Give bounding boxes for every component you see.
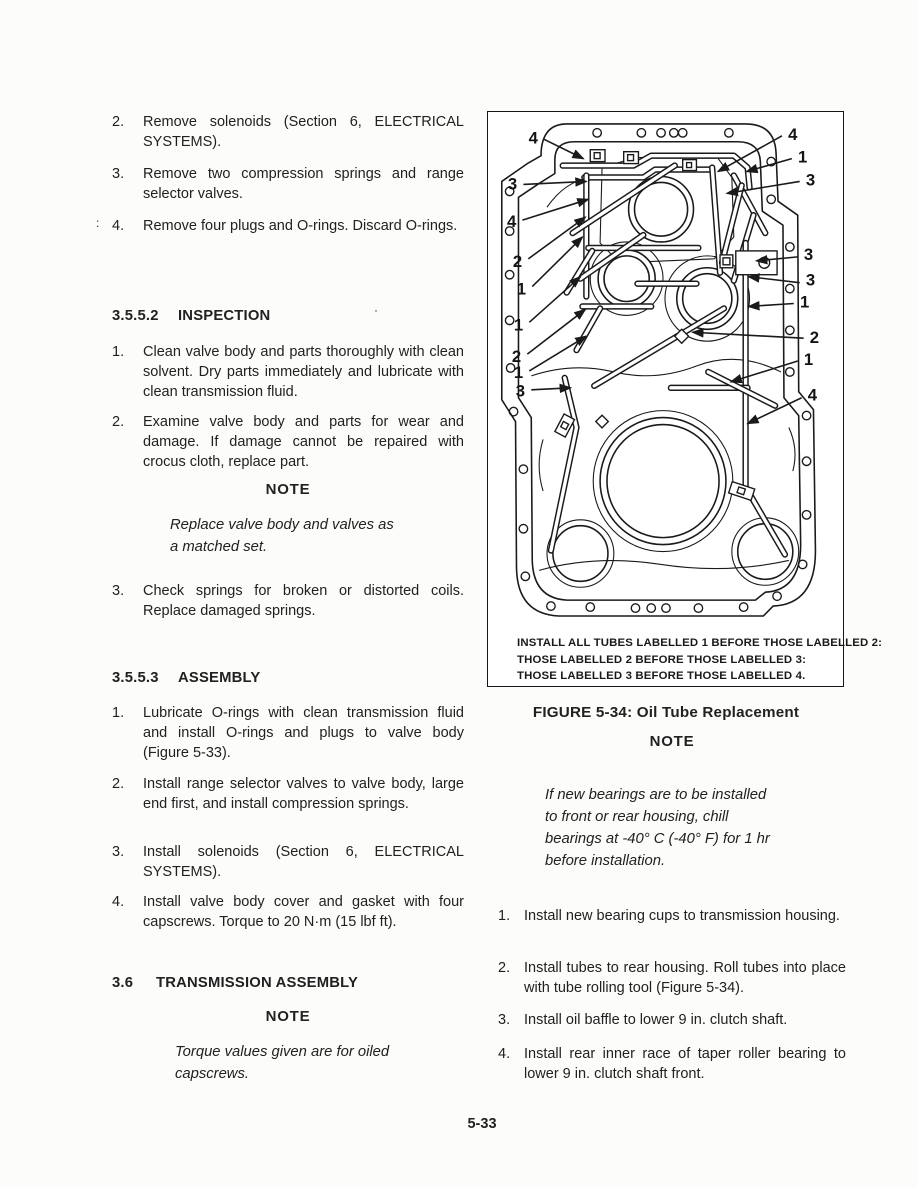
step-item [112,164,464,204]
note-line: capscrews. [175,1066,250,1082]
step-text: Install tubes to rear housing. Roll tubes into place with tube rolling tool (Figure 5-34). [524,960,846,996]
note-line: bearings at -40° C (-40° F) for 1 hr [545,831,770,847]
step-number: 1. [112,705,125,721]
note-text [175,1041,430,1085]
note-line: before installation. [545,853,666,869]
note-text [545,784,805,872]
step-number: 2. [112,414,125,430]
step-text: Install new bearing cups to transmission housing. [524,908,840,924]
step-item [498,906,846,926]
step-item [112,581,464,621]
callout-number: 3 [803,244,814,264]
note-label: NOTE [265,481,311,498]
step-item [112,216,464,236]
step-item [498,1044,846,1084]
step-number: 3. [112,583,125,599]
section-heading-assembly [112,670,260,686]
step-text: Install rear inner race of taper roller bearing to lower 9 in. clutch shaft front. [524,1046,846,1082]
scan-speck: : [96,216,100,230]
note-label: NOTE [265,1008,311,1025]
note-line: to front or rear housing, chill [545,809,729,825]
callout-number: 1 [513,362,524,382]
figure-instructions-line: INSTALL ALL TUBES LABELLED 1 BEFORE THOSE LABELLED 2: [517,637,883,649]
step-number: 2. [498,960,511,976]
callout-number: 3 [515,381,526,401]
figure-caption: FIGURE 5-34: Oil Tube Replacement [532,704,800,721]
figure-instructions-line: THOSE LABELLED 3 BEFORE THOSE LABELLED 4. [517,670,806,683]
step-number: 2. [112,114,125,130]
callout-number: 1 [516,279,527,299]
note-line: Replace valve body and valves as [170,517,394,533]
callout-number: 2 [512,251,523,271]
callout-number: 1 [803,349,814,370]
step-text: Remove solenoids (Section 6, ELECTRICAL SYSTEMS). [143,114,464,150]
figure-instructions-line: THOSE LABELLED 2 BEFORE THOSE LABELLED 3: [517,653,807,666]
step-item [498,958,846,998]
section-number: 3.5.5.2 [112,308,159,324]
figure-box [487,111,883,687]
section-number: 3.6 [112,975,134,991]
step-text: Examine valve body and parts for wear and damage. If damage cannot be repaired with crocus cloth, replace part. [143,414,464,470]
step-text: Lubricate O-rings with clean transmission fluid and install O-rings and plugs to valve body (Figure 5-33). [143,705,464,761]
section-number: 3.5.5.3 [112,670,159,686]
callout-number: 2 [511,346,522,367]
callout-number: 4 [506,212,517,232]
note-line: Torque values given are for oiled [175,1044,390,1060]
step-text: Remove two compression springs and range selector valves. [143,166,464,202]
callout-number: 2 [809,328,820,348]
step-number: 3. [498,1012,511,1028]
step-number: 4. [112,894,125,910]
step-text: Install solenoids (Section 6, ELECTRICAL SYSTEMS). [143,844,464,880]
step-item [112,703,464,763]
callout-number: 1 [513,315,524,335]
step-item [498,1010,846,1030]
section-title: INSPECTION [178,308,271,324]
step-number: 1. [112,344,125,360]
step-text: Install range selector valves to valve body, large end first, and install compression springs. [143,776,464,812]
section-title: TRANSMISSION ASSEMBLY [156,975,359,991]
section-title: ASSEMBLY [178,670,261,686]
note-line: If new bearings are to be installed [545,787,767,803]
step-number: 2. [112,776,125,792]
note-text [170,514,425,558]
step-item [112,892,464,932]
section-heading-inspection [112,308,270,324]
callout-number: 1 [797,147,808,167]
callout-number: 4 [528,128,538,148]
step-text: Install oil baffle to lower 9 in. clutch shaft. [524,1012,788,1028]
step-number: 1. [498,908,511,924]
step-item [112,842,464,882]
page-number: 5-33 [467,1116,497,1132]
callout-number: 4 [788,124,798,144]
section-heading-transmission-assembly [112,975,358,991]
step-number: 4. [112,218,125,234]
step-item [112,412,464,472]
step-text: Install valve body cover and gasket with four capscrews. Torque to 20 N·m (15 lbf ft). [143,894,464,930]
step-number: 3. [112,166,125,182]
step-item [112,342,464,402]
callout-number: 1 [799,292,810,312]
note-label: NOTE [649,733,695,750]
step-number: 3. [112,844,125,860]
scan-speck: · [374,303,378,317]
callout-number: 3 [805,170,816,190]
figure-instructions [517,635,883,685]
callout-number: 3 [805,270,816,290]
callout-number: 3 [507,174,518,194]
step-text: Clean valve body and parts thoroughly with clean solvent. Dry parts immediately and lubricate with clean transmission fluid. [143,344,464,400]
figure-diagram [488,112,840,618]
step-item [112,112,464,152]
note-line: a matched set. [170,539,268,555]
callout-number: 4 [807,385,818,405]
step-item [112,774,464,814]
step-number: 4. [498,1046,511,1062]
step-text: Check springs for broken or distorted coils. Replace damaged springs. [143,583,464,619]
step-text: Remove four plugs and O-rings. Discard O-rings. [143,218,458,234]
